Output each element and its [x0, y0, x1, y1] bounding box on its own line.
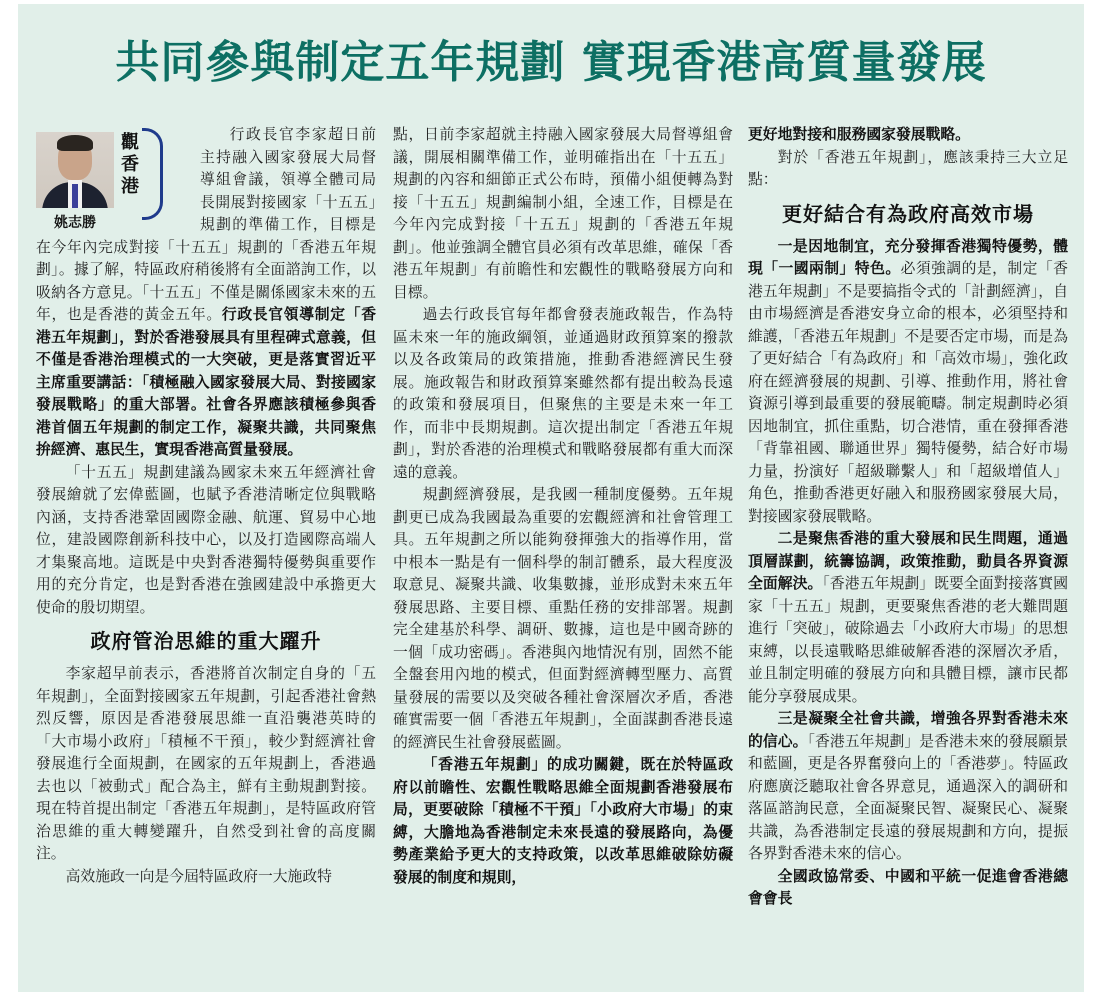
- author-photo: [36, 132, 114, 208]
- paragraph-bold-text: 「香港五年規劃」的成功關鍵，既在於特區政府以前瞻性、宏觀性戰略思維全面規劃香港發展布局，更要破除「積極不干預」「小政府大市場」的束縛，大膽地為香港制定未來長遠的發展路向，為優勢產業給予更大的支持政策，以改革思維破除妨礙發展的制度和規則，: [393, 756, 733, 886]
- paragraph-bold-text: 行政長官領導制定「香港五年規劃」，對於香港發展具有里程碑式意義，但不僅是香港治理模式的一大突破，更是落實習近平主席重要講話：「積極融入國家發展大局、對接國家發展戰略」的重大部署。: [36, 306, 376, 413]
- paragraph: [748, 528, 1068, 708]
- paragraph-bold-text: 二是聚焦香港的重大發展和民生問題，通過頂層謀劃，統籌協調，政策推動，動員各界資源全面解決。: [748, 530, 1068, 592]
- paragraph-bold-text: 更好地對接和服務國家發展戰略。: [748, 126, 970, 143]
- column-tag: 觀香港: [121, 132, 139, 197]
- paragraph-text: 必須強調的是，制定「香港五年規劃」不是要搞指令式的「計劃經濟」，自由市場經濟是香港安身立命的根本，必須堅持和維護，「香港五年規劃」不是要否定市場，而是為了更好結合「有為政府」和「高效市場」，強化政府在經濟發展的規劃、引導、推動作用，將社會資源引導到最重要的發展範疇。制定規劃時必須因地制宜，抓住重點，切合港情，重在發揮香港「背靠祖國、聯通世界」獨特優勢，結合好市場力量，扮演好「超級聯繫人」和「超級增值人」角色，推動香港更好融入和服務國家發展大局，對接國家發展戰略。: [748, 260, 1068, 525]
- paragraph: 高效施政一向是今屆特區政府一大施政特: [65, 867, 332, 885]
- paragraph: 點，日前李家超就主持融入國家發展大局督導組會議，開展相關準備工作，並明確指出在「十五五」規劃的內容和細節正式公布時，預備小組便轉為對接「十五五」規劃編制小組，全速工作，目標是在今年內完成對接「十五五」規劃的「香港五年規劃」。他並強調全體官員必須有改革思維，確保「香港五年規劃」有前瞻性和宏觀性的戰略發展方向和目標。: [393, 126, 733, 301]
- article-headline: 共同參與制定五年規劃 實現香港高質量發展: [115, 37, 987, 88]
- paragraph-text: 「香港五年規劃」既要全面對接落實國家「十五五」規劃，更要聚焦香港的老大難問題進行「突破」，破除過去「小政府大市場」的思想束縛，以長遠戰略思維破解香港的深層次矛盾，並且制定明確的發展方向和具體目標，讓市民都能分享發展成果。: [748, 575, 1068, 705]
- paragraph: 對於「香港五年規劃」，應該秉持三大立足點：: [748, 148, 1068, 188]
- author-title: [748, 866, 1068, 911]
- paragraph: 「十五五」規劃建議為國家未來五年經濟社會發展繪就了宏偉藍圖，也賦予香港清晰定位與戰略內涵，支持香港鞏固國際金融、航運、貿易中心地位，建設國際創新科技中心，以及打造國際高端人才集聚高地。這既是中央對香港獨特優勢與重要作用的充分肯定，也是對香港在強國建設中承擔更大使命的殷切期望。: [36, 463, 376, 616]
- newspaper-article: [18, 4, 1084, 992]
- article-column-1: [36, 124, 376, 888]
- paragraph-bold-text: 全國政協常委、中國和平統一促進會香港總會會長: [748, 867, 1068, 907]
- author-box: [36, 124, 196, 232]
- paragraph: 規劃經濟發展，是我國一種制度優勢。五年規劃更已成為我國最為重要的宏觀經濟和社會管理工具。五年規劃之所以能夠發揮強大的指導作用，當中根本一點是有一個科學的制訂體系，最大程度汲取意見、凝聚共識、收集數據，並形成對未來五年發展思路、主要目標、重點任務的安排部署。規劃完全建基於科學、調研、數據，這也是中國奇跡的一個「成功密碼」。香港與內地情況有別，固然不能全盤套用內地的模式，但面對經濟轉型壓力、高質量發展的需要以及突破各種社會深層次矛盾，香港確實需要一個「香港五年規劃」，全面謀劃香港長遠的經濟民生社會發展藍圖。: [393, 486, 733, 751]
- paragraph-bold-text: 社會各界應該積極參與香港首個五年規劃的制定工作，凝聚共識，共同聚焦拚經濟、惠民生，實現香港高質量發展。: [36, 396, 376, 458]
- article-column-3: [748, 124, 1068, 911]
- column-tag-brace: [142, 128, 163, 220]
- paragraph-text: 「香港五年規劃」是香港未來的發展願景和藍圖，更是各界奮發向上的「香港夢」。特區政府應廣泛聽取社會各界意見，通過深入的調研和落區諮詢民意，全面凝聚民智、凝聚民心、凝聚共識，為香港制定長遠的發展規劃和方向，提振各界對香港未來的信心。: [748, 732, 1068, 862]
- paragraph-bold-text: 一是因地制宜，充分發揮香港獨特優勢，體現「一國兩制」特色。: [748, 237, 1068, 277]
- article-column-2: [393, 124, 733, 889]
- paragraph-text: 行政長官李家超日前主持融入國家發展大局督導組會議，領導全體司局長開展對接國家「十五五」規劃的準備工作，目標是在今年內完成對接「十五五」規劃的「香港五年規劃」。據了解，特區政府稍後將有全面諮詢工作，以吸納各方意見。「十五五」不僅是關係國家未來的五年，也是香港的黃金五年。: [36, 126, 376, 323]
- paragraph: [748, 236, 1068, 529]
- paragraph-bold-text: 三是凝聚全社會共識，增強各界對香港未來的信心。: [748, 710, 1068, 750]
- paragraph: 過去行政長官每年都會發表施政報告，作為特區未來一年的施政綱領，並通過財政預算案的撥款以及各政策局的政策措施，推動香港經濟民生發展。施政報告和財政預算案雖然都有提出較為長遠的政策和發展項目，但聚焦的主要是未來一年工作，而非中長期規劃。這次提出制定「香港五年規劃」，對於香港的治理模式和戰略發展都有重大而深遠的意義。: [393, 306, 733, 481]
- paragraph: [748, 124, 1068, 147]
- paragraph: [393, 754, 733, 889]
- author-name: 姚志勝: [54, 215, 96, 231]
- section-subhead: 更好結合有為政府高效市場: [782, 201, 1034, 226]
- paragraph: 李家超早前表示，香港將首次制定自身的「五年規劃」，全面對接國家五年規劃，引起香港社會熱烈反響，原因是香港發展思維一直沿襲港英時的「大市場小政府」「積極不干預」，較少對經濟社會發展進行全面規劃，在國家的五年規劃上，香港過去也以「被動式」配合為主，鮮有主動規劃對接。現在特首提出制定「香港五年規劃」，是特區政府管治思維的重大轉變躍升，自然受到社會的高度關注。: [36, 665, 376, 862]
- paragraph: [748, 708, 1068, 866]
- section-subhead: 政府管治思維的重大躍升: [90, 629, 322, 653]
